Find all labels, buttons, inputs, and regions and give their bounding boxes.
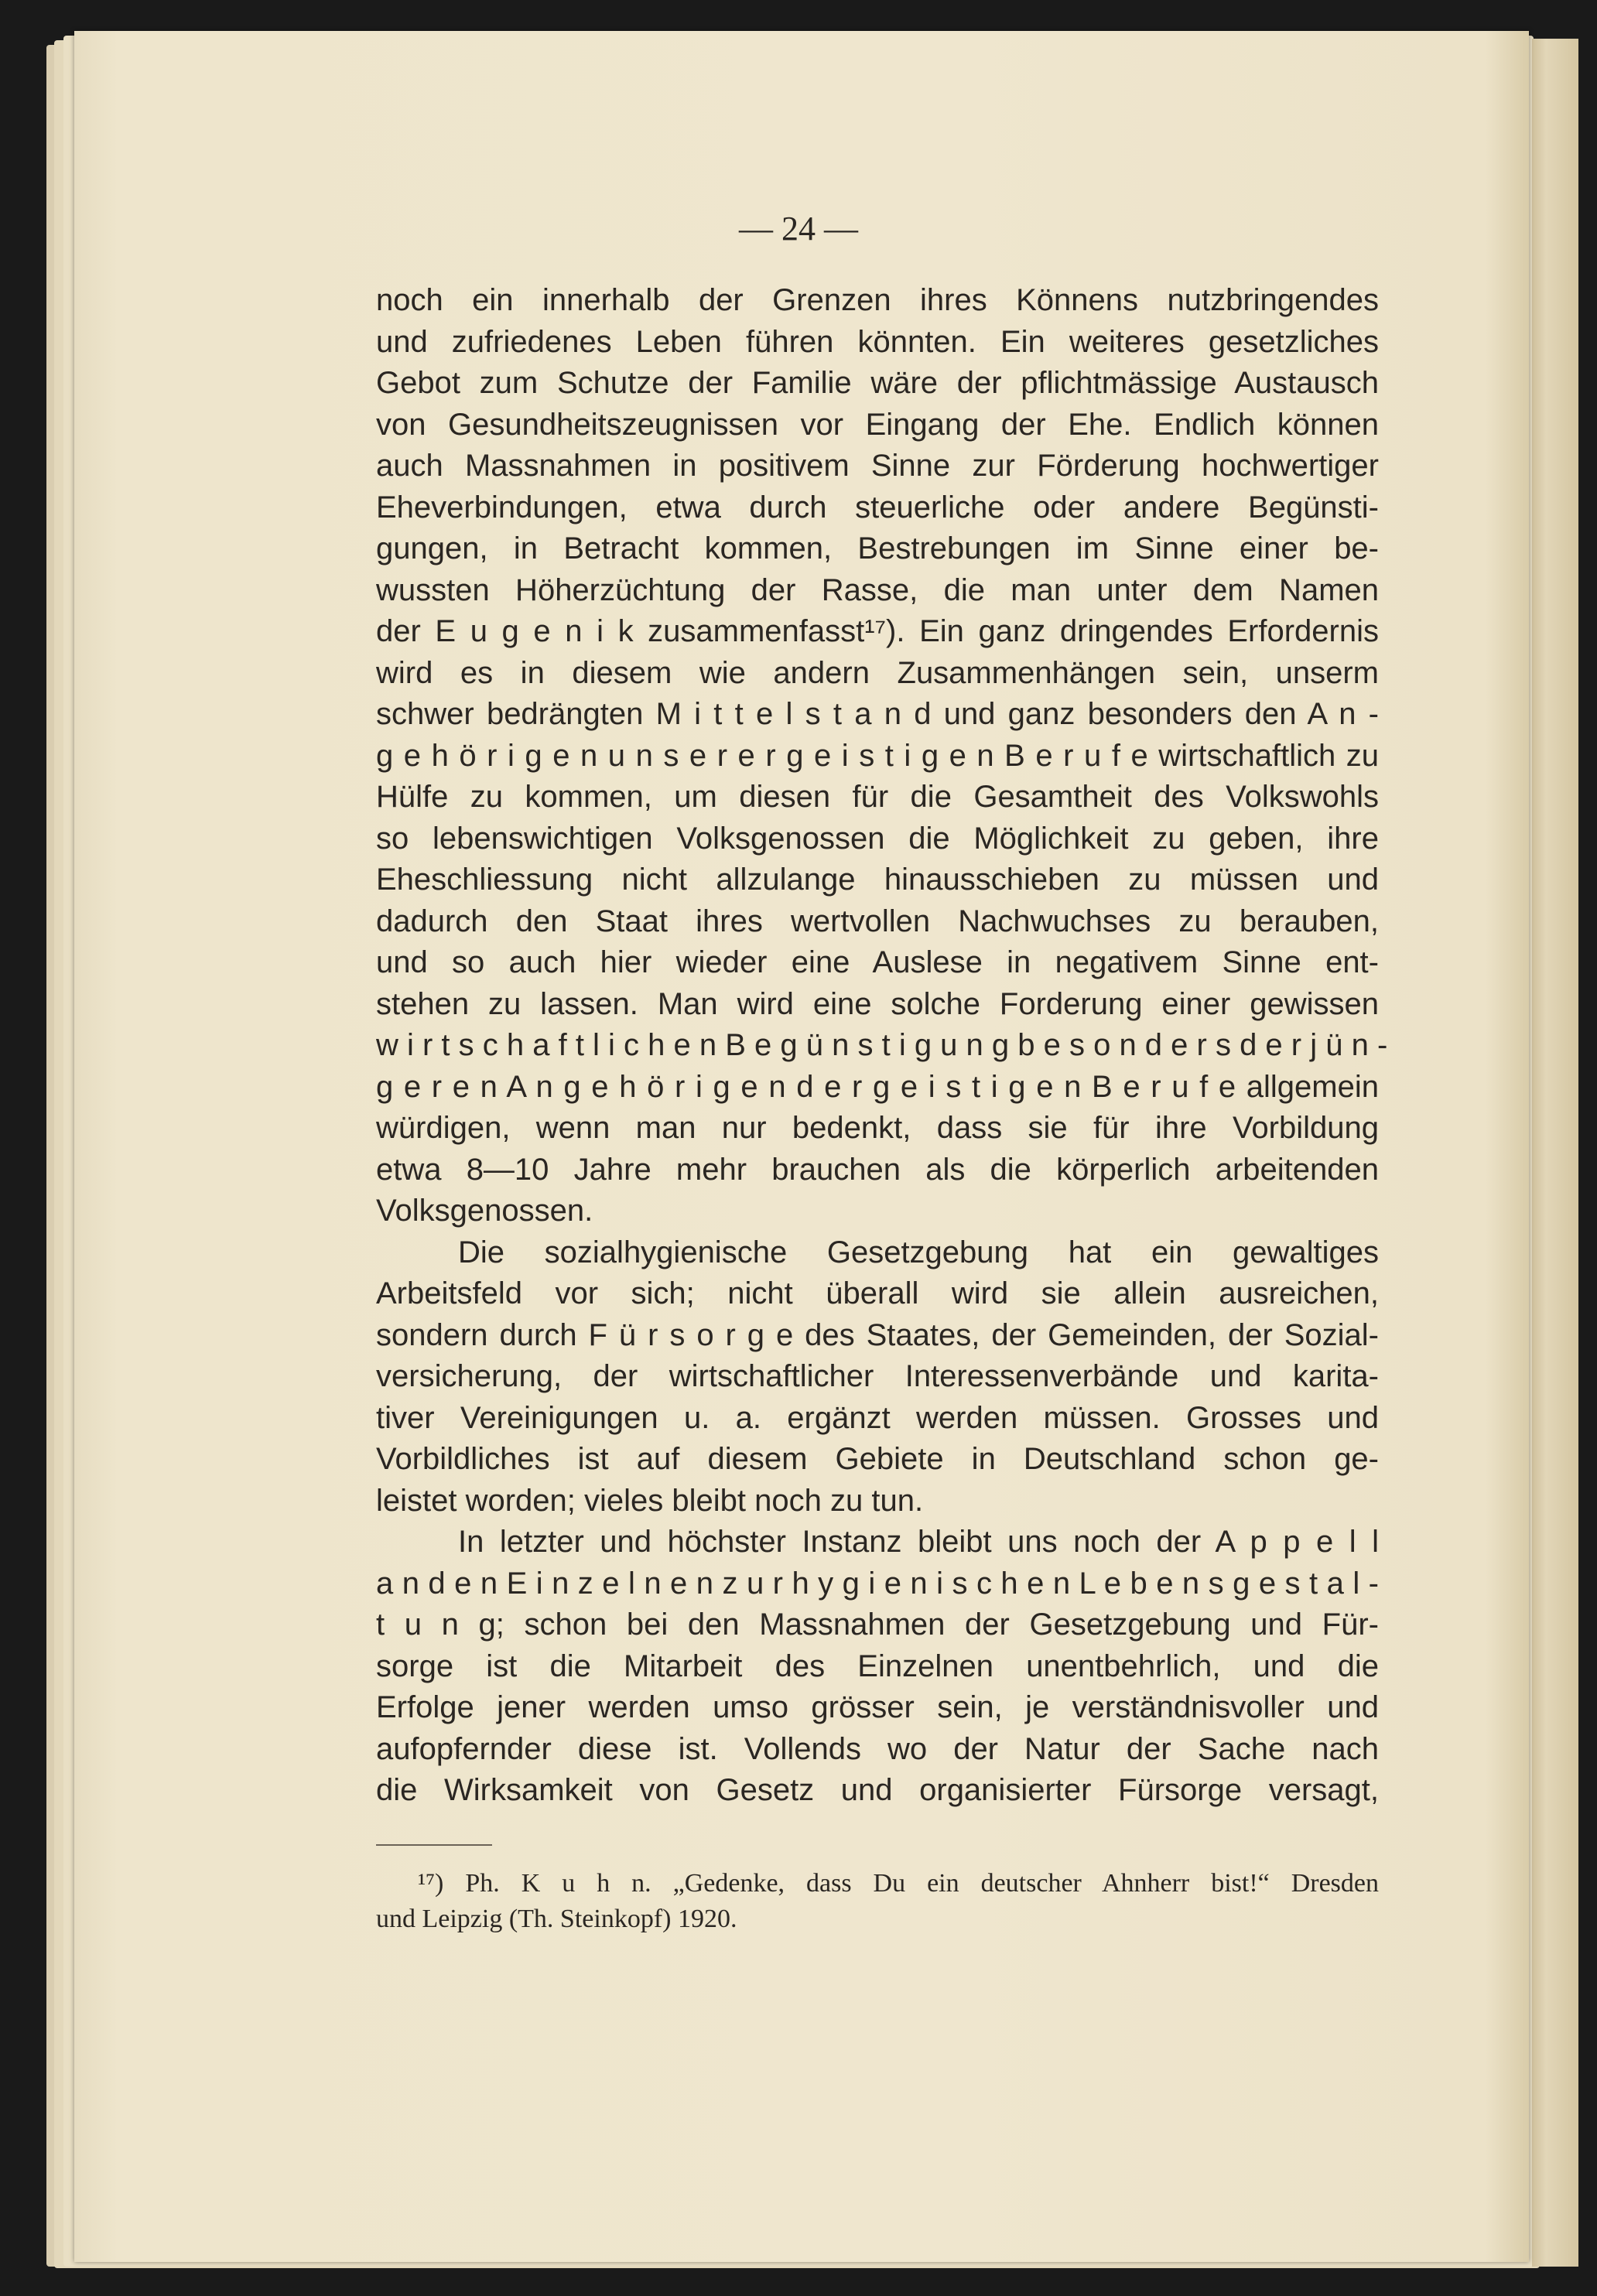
text-line: etwa 8—10 Jahre mehr brauchen als die körperlich arbeitenden bbox=[376, 1152, 1379, 1187]
text-line: stehen zu lassen. Man wird eine solche Forderung einer gewissen bbox=[376, 986, 1379, 1021]
text-line: die Wirksamkeit von Gesetz und organisierter Fürsorge versagt, bbox=[376, 1773, 1379, 1807]
text-line: Die sozialhygienische Gesetzgebung hat ein gewaltiges bbox=[458, 1235, 1379, 1269]
text-line: noch ein innerhalb der Grenzen ihres Könnens nutzbringendes bbox=[376, 283, 1379, 317]
text-line: g e r e n A n g e h ö r i g e n d e r g e i s t i g e n B e r u f e allgemein bbox=[376, 1069, 1379, 1104]
text-line: Erfolge jener werden umso grösser sein, je verständnisvoller und bbox=[376, 1690, 1379, 1724]
text-line: Gebot zum Schutze der Familie wäre der pflichtmässige Austausch bbox=[376, 366, 1379, 400]
text-line: Eheschliessung nicht allzulange hinausschieben zu müssen und bbox=[376, 863, 1379, 897]
text-line: t u n g; schon bei den Massnahmen der Gesetzgebung und Für- bbox=[376, 1608, 1379, 1642]
text-line: versicherung, der wirtschaftlicher Interessenverbände und karita- bbox=[376, 1359, 1379, 1393]
text-line: wird es in diesem wie andern Zusammenhängen sein, unserm bbox=[376, 655, 1379, 690]
footnote-line: und Leipzig (Th. Steinkopf) 1920. bbox=[376, 1905, 737, 1933]
text-line: und zufriedenes Leben führen könnten. Ein weiteres gesetzliches bbox=[376, 324, 1379, 359]
footnote bbox=[376, 1866, 1379, 1937]
text-line: würdigen, wenn man nur bedenkt, dass sie für ihre Vorbildung bbox=[376, 1111, 1379, 1145]
text-line: Vorbildliches ist auf diesem Gebiete in Deutschland schon ge- bbox=[376, 1442, 1379, 1476]
footnote-line: ¹⁷) Ph. K u h n. „Gedenke, dass Du ein deutscher Ahnherr bist!“ Dresden bbox=[418, 1869, 1379, 1898]
text-line: g e h ö r i g e n u n s e r e r g e i s t i g e n B e r u f e wirtschaftlich zu bbox=[376, 738, 1379, 773]
text-line: der E u g e n i k zusammenfasst¹⁷). Ein ganz dringendes Erfordernis bbox=[376, 614, 1379, 648]
text-line: und so auch hier wieder eine Auslese in negativem Sinne ent- bbox=[376, 945, 1379, 979]
text-line: Arbeitsfeld vor sich; nicht überall wird sie allein ausreichen, bbox=[376, 1276, 1379, 1310]
text-line: leistet worden; vieles bleibt noch zu tun. bbox=[376, 1483, 924, 1518]
text-line: dadurch den Staat ihres wertvollen Nachwuchses zu berauben, bbox=[376, 904, 1379, 938]
book-fore-edge bbox=[1532, 39, 1578, 2267]
text-line: gungen, in Betracht kommen, Bestrebungen im Sinne einer be- bbox=[376, 531, 1379, 565]
text-line: a n d e n E i n z e l n e n z u r h y g i e n i s c h e n L e b e n s g e s t a l - bbox=[376, 1566, 1379, 1601]
text-line: von Gesundheitszeugnissen vor Eingang der Ehe. Endlich können bbox=[376, 407, 1379, 442]
text-line: auch Massnahmen in positivem Sinne zur Förderung hochwertiger bbox=[376, 449, 1379, 483]
text-line: sorge ist die Mitarbeit des Einzelnen unentbehrlich, und die bbox=[376, 1649, 1379, 1683]
text-line: Eheverbindungen, etwa durch steuerliche oder andere Begünsti- bbox=[376, 490, 1379, 524]
text-line: Volksgenossen. bbox=[376, 1194, 593, 1228]
text-line: aufopfernder diese ist. Vollends wo der Natur der Sache nach bbox=[376, 1731, 1379, 1766]
text-line: schwer bedrängten M i t t e l s t a n d und ganz besonders den A n - bbox=[376, 697, 1379, 731]
body-text bbox=[376, 280, 1388, 1812]
text-line: so lebenswichtigen Volksgenossen die Möglichkeit zu geben, ihre bbox=[376, 821, 1379, 856]
text-line: sondern durch F ü r s o r g e des Staates, der Gemeinden, der Sozial- bbox=[376, 1317, 1379, 1352]
text-line: w i r t s c h a f t l i c h e n B e g ü n s t i g u n g b e s o n d e r s d e r j ü n - bbox=[376, 1028, 1388, 1062]
page-number: — 24 — bbox=[739, 210, 858, 248]
footnote-divider bbox=[376, 1844, 492, 1846]
text-line: tiver Vereinigungen u. a. ergänzt werden müssen. Grosses und bbox=[376, 1400, 1379, 1435]
text-line: In letzter und höchster Instanz bleibt uns noch der A p p e l l bbox=[458, 1525, 1379, 1559]
text-line: Hülfe zu kommen, um diesen für die Gesamtheit des Volkswohls bbox=[376, 780, 1379, 814]
text-line: wussten Höherzüchtung der Rasse, die man unter dem Namen bbox=[376, 572, 1379, 607]
